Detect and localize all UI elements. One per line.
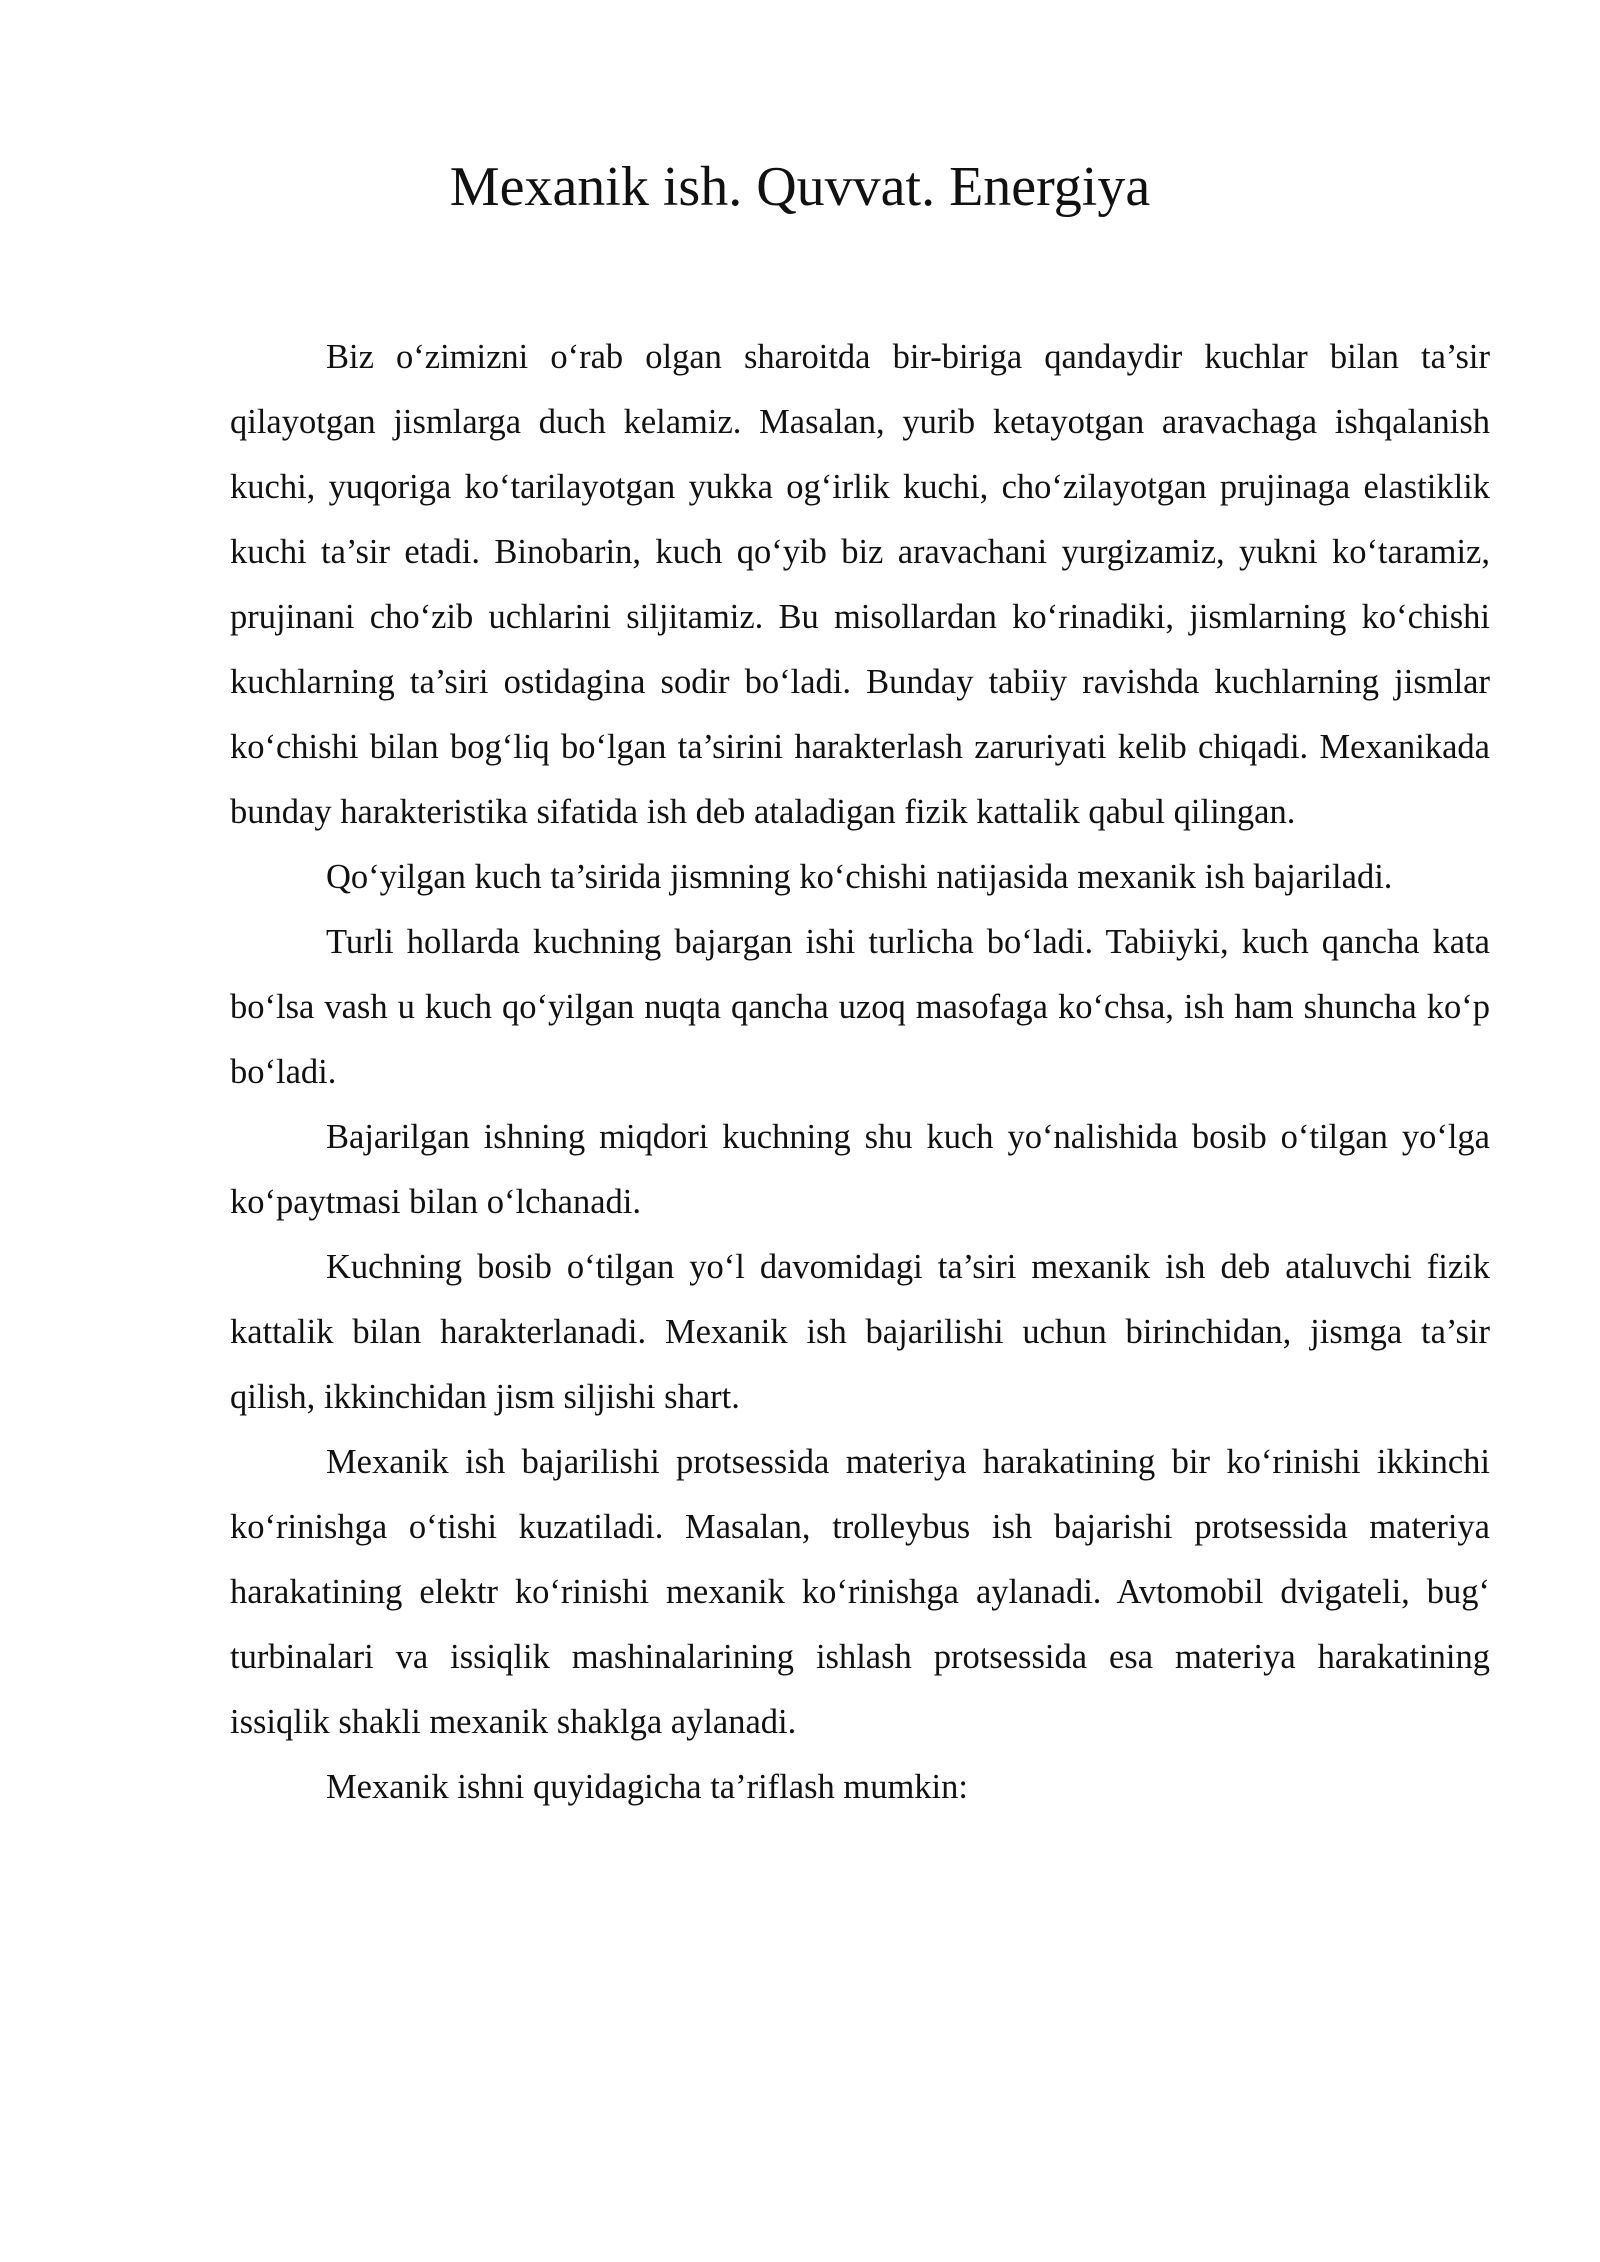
paragraph-motion-forms: Mexanik ish bajarilishi protsessida materiya harakatining bir ko‘rinishi ikkinchi ko‘rinishga o‘tishi kuzatiladi. Masalan, trolleybus ish bajarishi protsessida materiya harakatining elektr ko‘rinishi mexanik ko‘rinishga aylanadi. Avtomobil dvigateli, bug‘ turbinalari va issiqlik mashinalarining ishlash protsessida esa materiya harakatining issiqlik shakli mexanik shaklga aylanadi. <box>230 1443 1490 1741</box>
paragraph-intro: Biz o‘zimizni o‘rab olgan sharoitda bir-biriga qandaydir kuchlar bilan ta’sir qilayotgan jismlarga duch kelamiz. Masalan, yurib ketayotgan aravachaga ishqalanish kuchi, yuqoriga ko‘tarilayotgan yukka og‘irlik kuchi, cho‘zilayotgan prujinaga elastiklik kuchi ta’sir etadi. Binobarin, kuch qo‘yib biz aravachani yurgizamiz, yukni ko‘taramiz, prujinani cho‘zib uchlarini siljitamiz. Bu misollardan ko‘rinadiki, jismlarning ko‘chishi kuchlarning ta’siri ostidagina sodir bo‘ladi. Bunday tabiiy ravishda kuchlarning jismlar ko‘chishi bilan bog‘liq bo‘lgan ta’sirini harakterlash zaruriyati kelib chiqadi. Mexanikada bunday harakteristika sifatida ish deb ataladigan fizik kattalik qabul qilingan. <box>230 338 1490 831</box>
document-body <box>230 325 1490 1820</box>
paragraph-work-varies: Turli hollarda kuchning bajargan ishi turlicha bo‘ladi. Tabiiyki, kuch qancha kata bo‘lsa vash u kuch qo‘yilgan nuqta qancha uzoq masofaga ko‘chsa, ish ham shuncha ko‘p bo‘ladi. <box>230 923 1490 1091</box>
paragraph-definition-lead: Mexanik ishni quyidagicha ta’riflash mumkin: <box>326 1768 968 1806</box>
paragraph-work-measure: Bajarilgan ishning miqdori kuchning shu kuch yo‘nalishida bosib o‘tilgan yo‘lga ko‘paytmasi bilan o‘lchanadi. <box>230 1118 1490 1221</box>
paragraph-force-work: Qo‘yilgan kuch ta’sirida jismning ko‘chishi natijasida mexanik ish bajariladi. <box>326 858 1393 896</box>
paragraph-work-definition: Kuchning bosib o‘tilgan yo‘l davomidagi ta’siri mexanik ish deb ataluvchi fizik kattalik bilan harakterlanadi. Mexanik ish bajarilishi uchun birinchidan, jismga ta’sir qilish, ikkinchidan jism siljishi shart. <box>230 1248 1490 1416</box>
page-title: Mexanik ish. Quvvat. Energiya <box>449 156 1151 218</box>
